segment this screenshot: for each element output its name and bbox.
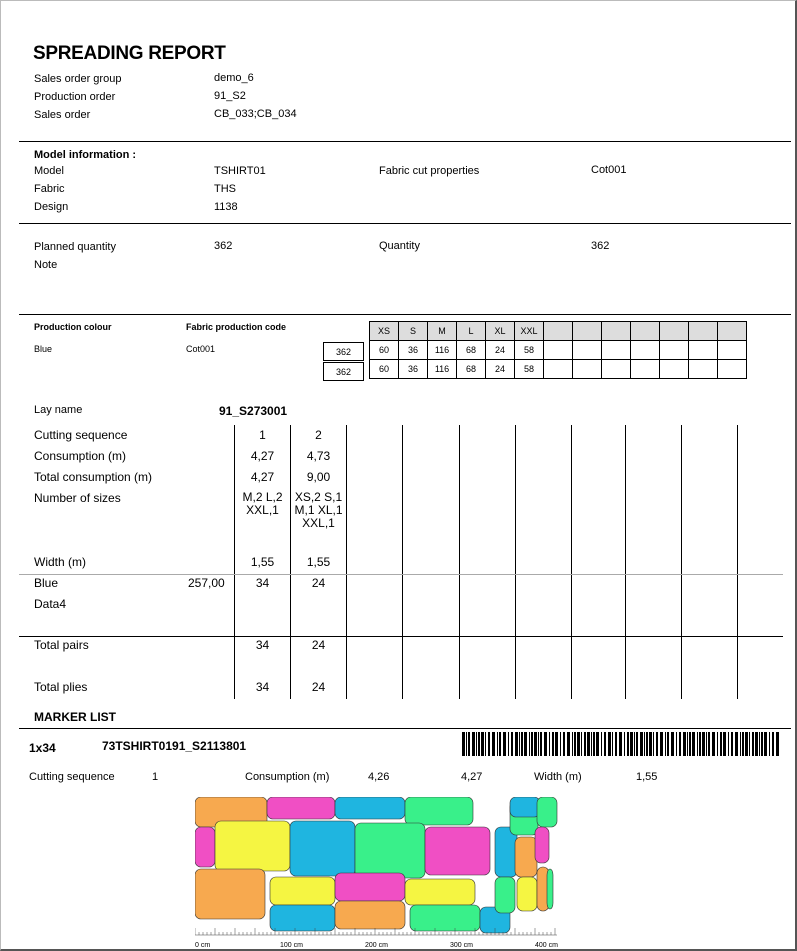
lay-plies-value: 24 xyxy=(311,680,326,694)
marker-sequence-label: Cutting sequence xyxy=(29,771,115,783)
grid-line xyxy=(515,425,516,699)
size-value: 68 xyxy=(457,341,486,360)
fabric-cut-value: Cot001 xyxy=(591,164,627,176)
barcode-bar xyxy=(723,732,726,756)
divider xyxy=(19,223,791,224)
marker-piece xyxy=(547,869,553,909)
barcode-bar xyxy=(538,732,539,756)
production-colour-header: Production colour xyxy=(34,322,112,332)
model-label: Model xyxy=(34,165,64,177)
divider xyxy=(19,141,791,142)
barcode-bar xyxy=(591,732,592,756)
lay-total-consumption-value: 9,00 xyxy=(306,470,331,484)
fabric-label: Fabric xyxy=(34,183,65,195)
barcode-bar xyxy=(646,732,648,756)
fabric-cut-label: Fabric cut properties xyxy=(379,165,480,177)
marker-piece xyxy=(335,873,405,901)
marker-piece xyxy=(517,877,537,911)
grid-line xyxy=(19,574,783,575)
quantity-value: 362 xyxy=(591,240,610,252)
marker-piece xyxy=(425,827,490,875)
design-value: 1138 xyxy=(214,201,238,213)
lay-sizes-value: XXL,1 xyxy=(302,516,335,530)
fabric-production-code-header: Fabric production code xyxy=(186,322,287,332)
marker-piece xyxy=(335,901,405,929)
barcode-bar xyxy=(755,732,758,756)
sales-order-label: Sales order xyxy=(34,109,91,121)
barcode-bar xyxy=(476,732,477,756)
barcode-bar xyxy=(706,732,707,756)
barcode-bar xyxy=(745,732,748,756)
barcode-bar xyxy=(772,732,774,756)
barcode-bar xyxy=(567,732,570,756)
barcode-bar xyxy=(697,732,698,756)
barcode-bar xyxy=(601,732,602,756)
barcode-bar xyxy=(624,732,625,756)
design-label: Design xyxy=(34,201,69,213)
size-header: S xyxy=(399,322,428,341)
barcode-bar xyxy=(529,732,530,756)
barcode-bar xyxy=(687,732,688,756)
marker-list-title: MARKER LIST xyxy=(34,710,116,724)
sales-order-value: CB_033;CB_034 xyxy=(214,108,297,120)
report-title: SPREADING REPORT xyxy=(33,43,226,64)
planned-quantity-label: Planned quantity xyxy=(34,241,116,253)
lay-pairs-value: 24 xyxy=(311,638,326,652)
lay-width-value: 1,55 xyxy=(306,555,331,569)
barcode-bar xyxy=(769,732,770,756)
lay-sizes-value: M,2 L,2 xyxy=(242,490,283,504)
barcode-bar xyxy=(531,732,533,756)
marker-piece xyxy=(270,905,335,931)
lay-pairs-value: 34 xyxy=(255,638,270,652)
size-value: 60 xyxy=(370,341,399,360)
barcode-bar xyxy=(692,732,695,756)
cutting-sequence-label: Cutting sequence xyxy=(34,428,128,442)
marker-consumption-value: 4,26 xyxy=(368,771,390,783)
barcode-bar xyxy=(740,732,741,756)
barcode-bar xyxy=(649,732,652,756)
marker-piece xyxy=(510,797,540,817)
barcode-bar xyxy=(519,732,520,756)
grid-line xyxy=(737,425,738,699)
lay-consumption-value: 4,73 xyxy=(306,449,331,463)
barcode-bar xyxy=(497,732,498,756)
divider xyxy=(19,728,791,729)
barcode-bar xyxy=(549,732,550,756)
barcode-bar xyxy=(708,732,710,756)
barcode-bar xyxy=(749,732,750,756)
barcode-bar xyxy=(735,732,738,756)
barcode-bar xyxy=(615,732,617,756)
barcode-bar xyxy=(596,732,599,756)
lay-sequence-value: 1 xyxy=(259,428,266,442)
number-of-sizes-label: Number of sizes xyxy=(34,491,121,505)
model-value: TSHIRT01 xyxy=(214,165,266,177)
barcode-bar xyxy=(717,732,718,756)
barcode-bar xyxy=(608,732,611,756)
lay-colour-value: 34 xyxy=(255,576,270,590)
barcode-bar xyxy=(634,732,635,756)
production-order-label: Production order xyxy=(34,91,116,103)
barcode-bar xyxy=(653,732,654,756)
size-value: 58 xyxy=(515,341,544,360)
lay-plies-value: 34 xyxy=(255,680,270,694)
size-value: 36 xyxy=(399,341,428,360)
marker-sequence-value: 1 xyxy=(152,771,159,783)
lay-colour-value: 24 xyxy=(311,576,326,590)
size-value: 58 xyxy=(515,360,544,379)
lay-total-consumption-value: 4,27 xyxy=(250,470,275,484)
barcode-bar xyxy=(699,732,701,756)
lay-consumption-value: 4,27 xyxy=(250,449,275,463)
size-header: M xyxy=(428,322,457,341)
barcode-bar xyxy=(540,732,542,756)
grid-line xyxy=(681,425,682,699)
barcode-bar xyxy=(534,732,537,756)
lay-sizes-value: M,1 XL,1 xyxy=(294,503,343,517)
ruler-label: 400 cm xyxy=(535,942,558,949)
grid-line xyxy=(402,425,403,699)
grid-line xyxy=(346,425,347,699)
colour-label: Blue xyxy=(34,576,59,590)
barcode-bar xyxy=(503,732,506,756)
barcode-bar xyxy=(676,732,677,756)
barcode-bar xyxy=(577,732,580,756)
lay-name-label: Lay name xyxy=(34,404,83,416)
barcode-bar xyxy=(627,732,629,756)
barcode-bar xyxy=(761,732,763,756)
barcode-bar xyxy=(511,732,513,756)
barcode-bar xyxy=(472,732,475,756)
planned-quantity-value: 362 xyxy=(214,240,233,252)
size-value: 68 xyxy=(457,360,486,379)
barcode-bar xyxy=(636,732,638,756)
barcode xyxy=(462,732,780,756)
marker-consumption-label: Consumption (m) xyxy=(245,771,330,783)
divider xyxy=(19,314,791,315)
marker-piece xyxy=(195,827,215,867)
barcode-bar xyxy=(508,732,509,756)
barcode-bar xyxy=(612,732,613,756)
data4-label: Data4 xyxy=(34,597,67,611)
marker-piece xyxy=(537,797,557,827)
size-header: XL xyxy=(486,322,515,341)
barcode-bar xyxy=(667,732,669,756)
size-value: 60 xyxy=(370,360,399,379)
barcode-bar xyxy=(462,732,465,756)
fabric-value: THS xyxy=(214,183,236,195)
size-header: XXL xyxy=(515,322,544,341)
barcode-bar xyxy=(660,732,663,756)
size-value: 24 xyxy=(486,341,515,360)
marker-code: 73TSHIRT0191_S2113801 xyxy=(102,739,247,753)
marker-piece xyxy=(267,797,335,819)
barcode-bar xyxy=(552,732,554,756)
barcode-bar xyxy=(524,732,527,756)
barcode-bar xyxy=(689,732,691,756)
barcode-bar xyxy=(665,732,666,756)
barcode-bar xyxy=(584,732,586,756)
size-value: 24 xyxy=(486,360,515,379)
marker-piece xyxy=(270,877,335,905)
marker-piece xyxy=(405,879,475,905)
total-pairs-label: Total pairs xyxy=(34,638,89,652)
barcode-bar xyxy=(671,732,674,756)
barcode-bar xyxy=(619,732,622,756)
marker-piece xyxy=(515,837,537,877)
barcode-bar xyxy=(468,732,470,756)
barcode-bar xyxy=(499,732,501,756)
lay-name-value: 91_S273001 xyxy=(219,404,288,418)
barcode-bar xyxy=(478,732,480,756)
marker-piece xyxy=(215,821,290,871)
marker-count: 1x34 xyxy=(29,741,56,755)
barcode-bar xyxy=(604,732,606,756)
barcode-bar xyxy=(581,732,582,756)
barcode-bar xyxy=(683,732,686,756)
consumption-label: Consumption (m) xyxy=(34,449,127,463)
barcode-bar xyxy=(563,732,565,756)
total-plies-label: Total plies xyxy=(34,680,88,694)
marker-piece xyxy=(290,821,355,876)
barcode-bar xyxy=(702,732,705,756)
lay-sizes-value: XS,2 S,1 xyxy=(294,490,343,504)
barcode-bar xyxy=(481,732,484,756)
grid-line xyxy=(625,425,626,699)
barcode-bar xyxy=(515,732,518,756)
barcode-bar xyxy=(742,732,744,756)
barcode-bar xyxy=(572,732,573,756)
ruler-label: 200 cm xyxy=(365,942,388,949)
sales-order-group-label: Sales order group xyxy=(34,73,122,85)
total-consumption-label: Total consumption (m) xyxy=(34,470,153,484)
barcode-bar xyxy=(521,732,523,756)
barcode-bar xyxy=(776,732,779,756)
marker-piece xyxy=(495,877,515,913)
production-colour-value: Blue xyxy=(34,344,53,354)
ruler-label: 0 cm xyxy=(195,942,211,949)
marker-layout xyxy=(195,797,563,949)
production-order-value: 91_S2 xyxy=(214,90,246,102)
size-value: 116 xyxy=(428,360,457,379)
barcode-bar xyxy=(587,732,590,756)
lay-sizes-value: XXL,1 xyxy=(246,503,279,517)
marker-piece xyxy=(335,797,405,819)
barcode-bar xyxy=(712,732,715,756)
barcode-bar xyxy=(630,732,633,756)
colour-total: 257,00 xyxy=(188,576,225,590)
barcode-bar xyxy=(466,732,467,756)
barcode-bar xyxy=(560,732,561,756)
size-table xyxy=(369,321,747,379)
ruler-label: 300 cm xyxy=(450,942,473,949)
sales-order-group-value: demo_6 xyxy=(214,72,254,84)
width-label: Width (m) xyxy=(34,555,86,569)
barcode-bar xyxy=(640,732,643,756)
fabric-code-value: Cot001 xyxy=(186,344,216,354)
barcode-bar xyxy=(485,732,486,756)
barcode-bar xyxy=(488,732,490,756)
barcode-bar xyxy=(759,732,760,756)
marker-width-value: 1,55 xyxy=(636,771,658,783)
ruler-label: 100 cm xyxy=(280,942,303,949)
grid-line xyxy=(459,425,460,699)
barcode-bar xyxy=(764,732,767,756)
marker-width-label: Width (m) xyxy=(534,771,582,783)
barcode-bar xyxy=(555,732,558,756)
barcode-bar xyxy=(679,732,681,756)
note-label: Note xyxy=(34,259,58,271)
row-total-cell: 362 xyxy=(323,362,364,381)
marker-piece xyxy=(195,869,265,919)
marker-piece xyxy=(405,797,473,825)
lay-sequence-value: 2 xyxy=(315,428,322,442)
grid-line xyxy=(19,636,783,637)
barcode-bar xyxy=(644,732,645,756)
marker-piece xyxy=(410,905,480,931)
barcode-bar xyxy=(492,732,495,756)
grid-line xyxy=(571,425,572,699)
barcode-bar xyxy=(731,732,733,756)
size-header: XS xyxy=(370,322,399,341)
marker-piece xyxy=(535,827,549,863)
quantity-label: Quantity xyxy=(379,240,420,252)
barcode-bar xyxy=(720,732,722,756)
size-header: L xyxy=(457,322,486,341)
barcode-bar xyxy=(593,732,595,756)
barcode-bar xyxy=(728,732,729,756)
size-value: 36 xyxy=(399,360,428,379)
barcode-bar xyxy=(656,732,658,756)
marker-consumption-value: 4,27 xyxy=(461,771,483,783)
barcode-bar xyxy=(752,732,754,756)
barcode-bar xyxy=(544,732,547,756)
size-value: 116 xyxy=(428,341,457,360)
model-section-title: Model information : xyxy=(34,149,137,161)
row-total-cell: 362 xyxy=(323,342,364,361)
lay-width-value: 1,55 xyxy=(250,555,275,569)
barcode-bar xyxy=(574,732,576,756)
marker-piece xyxy=(355,823,425,878)
